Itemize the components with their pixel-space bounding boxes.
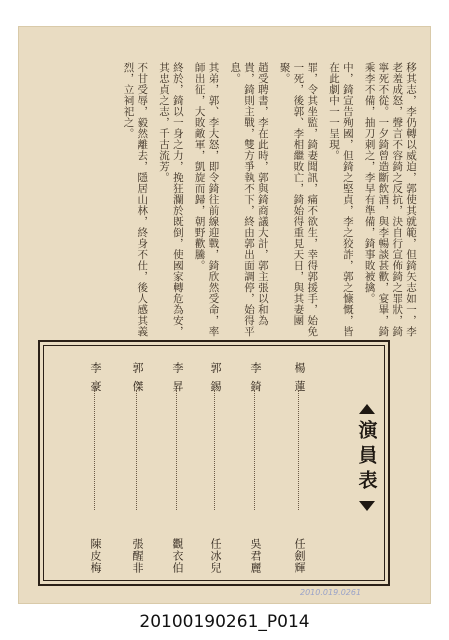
cast-entry bbox=[168, 362, 186, 574]
cast-actor: 任劍輝 bbox=[293, 538, 306, 574]
cast-actor: 張醒非 bbox=[131, 538, 144, 574]
image-caption: 20100190261_P014 bbox=[139, 612, 310, 632]
dotted-leader bbox=[136, 390, 137, 510]
accession-number: 2010.019.0261 bbox=[300, 588, 362, 597]
cast-entry bbox=[128, 362, 146, 574]
cast-role: 李 錡 bbox=[249, 362, 262, 394]
cast-role: 郭 錫 bbox=[209, 362, 222, 394]
synopsis-paragraph: 趙受聘書，李在此時，郭與錡商議大計，郭主張以和為貴，錡則主戰，雙方爭執不下，終由郭出面調停，始得平息。 bbox=[229, 62, 269, 337]
synopsis-paragraph: 中，錡宣告殉國，但錡之堅貞，李之狡詐，郭之慷慨，皆在此劇中一一呈現。 bbox=[328, 62, 354, 337]
cast-list-title: 演員表 bbox=[355, 420, 378, 495]
cast-role: 李 昇 bbox=[171, 362, 184, 394]
cast-entry bbox=[246, 362, 264, 574]
dotted-leader bbox=[298, 390, 299, 510]
cast-list-heading bbox=[352, 404, 382, 524]
synopsis-paragraph: 不甘受辱，毅然離去，隱居山林，終身不仕，後人感其義烈，立祠祀之。 bbox=[122, 62, 149, 337]
cast-entry bbox=[86, 362, 104, 574]
cast-actor: 任冰兒 bbox=[209, 538, 222, 574]
cast-list-box bbox=[38, 340, 390, 586]
booklet-page bbox=[18, 26, 431, 604]
cast-role: 李 豪 bbox=[89, 362, 102, 394]
cast-role: 楊 蓮 bbox=[293, 362, 306, 394]
dotted-leader bbox=[214, 390, 215, 510]
cast-actor: 陳皮梅 bbox=[89, 538, 102, 574]
cast-actor: 觀衣伯 bbox=[171, 538, 184, 574]
triangle-down-icon bbox=[359, 501, 375, 511]
dotted-leader bbox=[254, 390, 255, 510]
synopsis-paragraph: 罪，令其坐監，錡妻聞訊，痛不欲生，幸得郭援手，始免一死，後郭、李相繼敗亡，錡始得重見天日，與其妻團聚。 bbox=[278, 62, 319, 337]
cast-entry bbox=[290, 362, 308, 574]
synopsis-paragraph: 其弟，郭、李大怒，即令錡往前線迎戰，錡欣然受命，率師出征，大敗敵軍，凱旋而歸，朝野歡騰。 bbox=[193, 62, 220, 337]
cast-actor: 吳君麗 bbox=[249, 538, 262, 574]
cast-role: 郭 傑 bbox=[131, 362, 144, 394]
triangle-up-icon bbox=[359, 404, 375, 414]
dotted-leader bbox=[94, 390, 95, 510]
cast-entry bbox=[206, 362, 224, 574]
synopsis-text bbox=[32, 62, 417, 342]
synopsis-paragraph: 移其志，李仍轉以威迫，郭使其就範，但錡矢志如一，李老羞成怒，聲言不容錡之反抗，決自行宣佈錡之罪狀，錡寧死不從。一夕錡曾造斷飲酒，與李暢談甚歡，宴畢，錡乘李不備，抽刀刺之，李早有準備，錡事敗被擒。 bbox=[363, 62, 417, 337]
synopsis-paragraph: 終於，錡以一身之力，挽狂瀾於既倒，使國家轉危為安，其忠貞之志，千古流芳。 bbox=[158, 62, 184, 337]
dotted-leader bbox=[176, 390, 177, 510]
